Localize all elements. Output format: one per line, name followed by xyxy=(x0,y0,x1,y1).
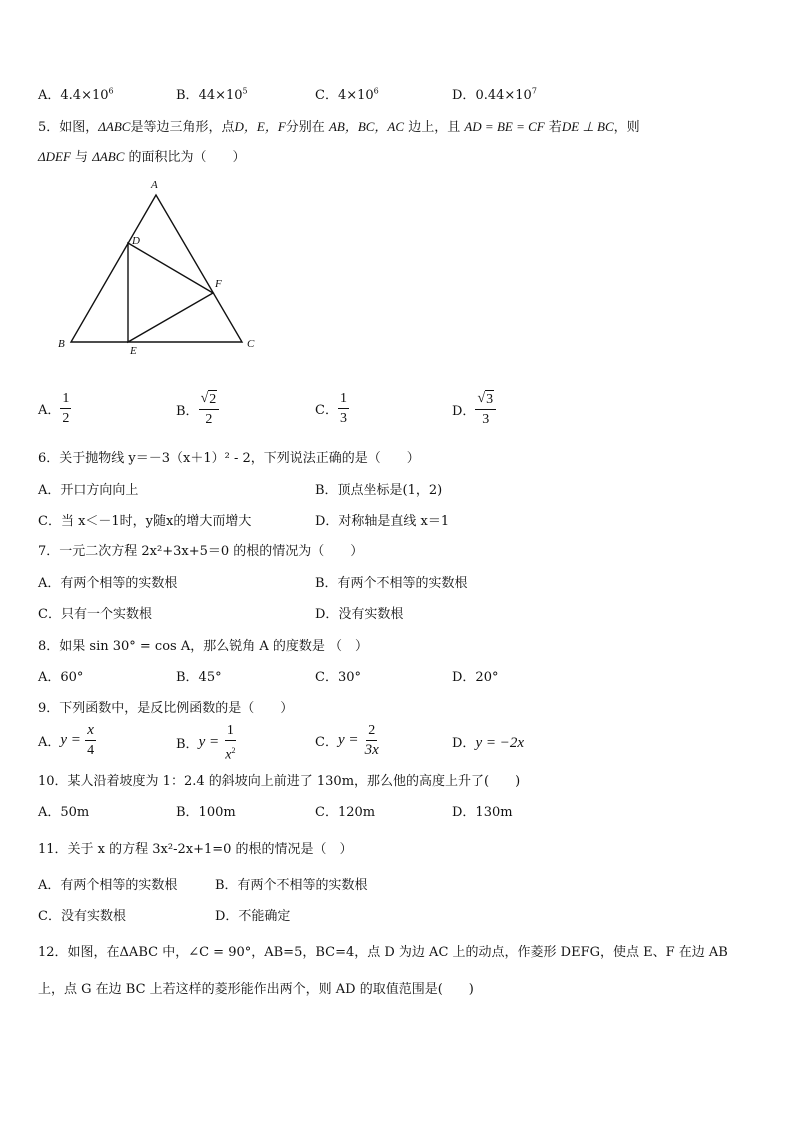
q9-option-d: D．y = −2x xyxy=(452,735,524,751)
q4-option-b: B．$44\times 10^5$ xyxy=(176,86,248,103)
label-f: F xyxy=(215,278,222,290)
label-b: B xyxy=(58,338,65,350)
q7-option-b: B．有两个不相等的实数根 xyxy=(315,576,468,591)
q11-option-d: D．不能确定 xyxy=(215,909,291,924)
fraction: $\frac{x}{4}$ xyxy=(87,722,95,758)
fraction: √ 2 2 xyxy=(199,390,220,428)
label-c: C xyxy=(247,338,255,350)
q9-stem: 9．下列函数中，是反比例函数的是（ ） xyxy=(38,701,294,716)
q8-option-a: A．60° xyxy=(38,670,84,685)
q6-option-b: B．顶点坐标是(1，2) xyxy=(315,483,443,498)
q4-option-c: C．$4\times 10^6$ xyxy=(315,86,379,103)
q6-option-c: C．当 x＜－1时，y随x的增大而增大 xyxy=(38,514,252,529)
q5-option-b: B． √ 2 2 xyxy=(176,390,219,428)
q6-option-a: A．开口方向向上 xyxy=(38,483,139,498)
q12-stem-line2: 上，点 G 在边 BC 上若这样的菱形能作出两个，则 AD 的取值范围是( ) xyxy=(38,982,474,997)
q9-option-b: B． y = $\frac{1}{x^2}$ xyxy=(176,723,236,763)
triangle-def xyxy=(128,243,213,342)
q8-option-c: C．30° xyxy=(315,670,361,685)
q6-option-d: D．对称轴是直线 x＝1 xyxy=(315,514,450,529)
fraction: $\frac{1}{x^2}$ xyxy=(225,723,236,763)
label-e: E xyxy=(130,345,137,357)
q11-option-b: B．有两个不相等的实数根 xyxy=(215,878,368,893)
q10-option-b: B．100m xyxy=(176,805,236,820)
q12-stem-line1: 12．如图，在ΔABC 中，∠C = 90°，AB=5，BC=4，点 D 为边 AC 上的动点，作菱形 DEFG，使点 E、F 在边 AB xyxy=(38,945,728,960)
q5-triangle-figure xyxy=(50,175,270,360)
q9-option-c: C． y = $\frac{2}{3x}$ xyxy=(315,723,379,758)
q5-option-d: D． √ 3 3 xyxy=(452,390,496,428)
q7-stem: 7．一元二次方程 2x²+3x+5＝0 的根的情况为（ ） xyxy=(38,544,364,559)
q7-option-c: C．只有一个实数根 xyxy=(38,607,152,622)
q7-option-a: A．有两个相等的实数根 xyxy=(38,576,178,591)
q6-stem: 6．关于抛物线 y＝－3（x＋1）² - 2，下列说法正确的是（ ） xyxy=(38,451,420,466)
q7-option-d: D．没有实数根 xyxy=(315,607,404,622)
q5-option-c: C． $\frac{1}{3}$ xyxy=(315,391,347,426)
q5-stem-line2: ΔDEF 与 ΔABC 的面积比为（ ） xyxy=(38,149,246,165)
fraction: √ 3 3 xyxy=(475,390,496,428)
q5-stem-line1: 5．如图，ΔABC是等边三角形，点D，E，F分别在 AB，BC，AC 边上，且 AD = BE = CF 若DE ⊥ BC，则 xyxy=(38,119,640,135)
fraction: $\frac{1}{3}$ xyxy=(339,391,347,426)
q8-stem: 8．如果 sin 30° = cos A，那么锐角 A 的度数是 （ ） xyxy=(38,639,369,654)
q10-option-a: A．50m xyxy=(38,805,90,820)
q10-option-c: C．120m xyxy=(315,805,376,820)
q11-stem: 11．关于 x 的方程 3x²-2x+1=0 的根的情况是（ ） xyxy=(38,842,353,857)
label-a: A xyxy=(151,179,158,191)
q9-option-a: A． y = $\frac{x}{4}$ xyxy=(38,722,95,758)
fraction: $\frac{1}{2}$ xyxy=(62,391,70,426)
q4-option-a: A．$4.4\times 10^6$ xyxy=(38,86,114,103)
q8-option-b: B．45° xyxy=(176,670,222,685)
q11-option-c: C．没有实数根 xyxy=(38,909,126,924)
q4-option-d: D．$0.44\times 10^7$ xyxy=(452,86,537,103)
q5-option-a: A． $\frac{1}{2}$ xyxy=(38,391,70,426)
q11-option-a: A．有两个相等的实数根 xyxy=(38,878,178,893)
triangle-abc xyxy=(71,195,242,342)
q10-option-d: D．130m xyxy=(452,805,513,820)
q10-stem: 10．某人沿着坡度为 1：2.4 的斜坡向上前进了 130m，那么他的高度上升了( ) xyxy=(38,774,521,789)
sqrt-icon: √ xyxy=(477,391,486,406)
q8-option-d: D．20° xyxy=(452,670,499,685)
label-d: D xyxy=(132,235,140,247)
fraction: $\frac{2}{3x}$ xyxy=(364,723,379,758)
sqrt-icon: √ xyxy=(200,391,209,406)
